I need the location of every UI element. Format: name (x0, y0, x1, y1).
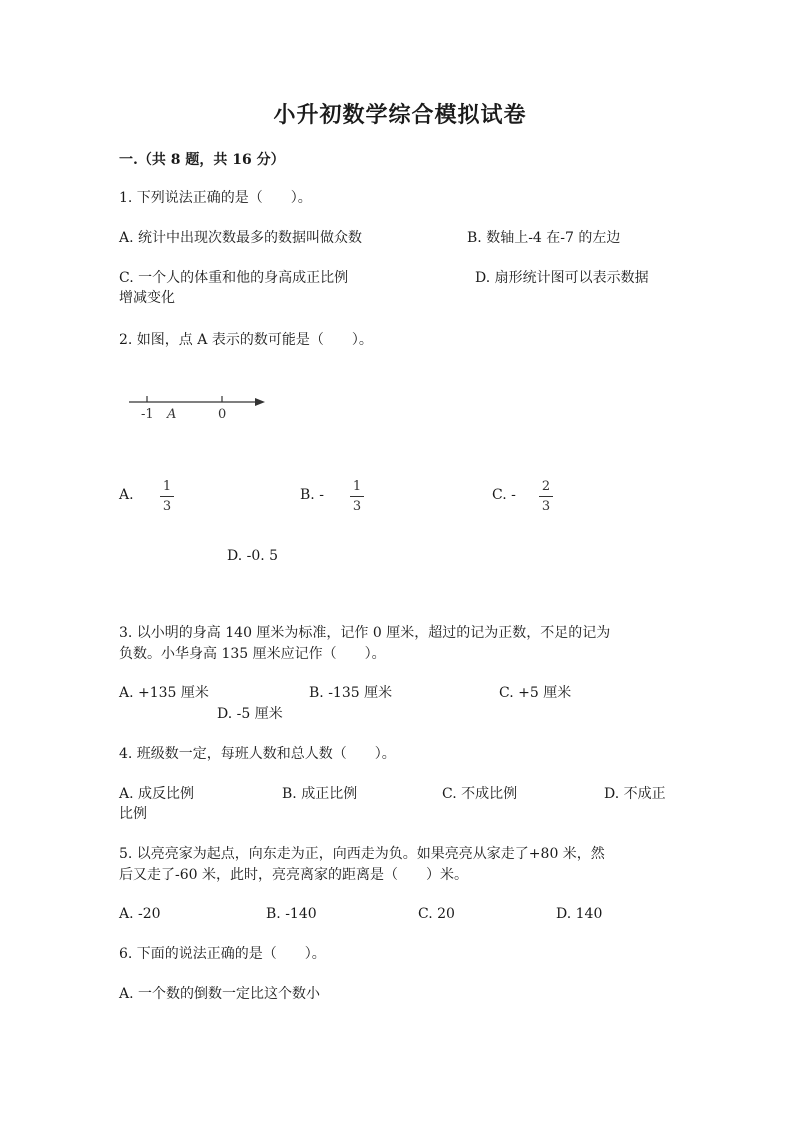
fraction-numerator: 1 (162, 479, 172, 494)
fraction-bar (539, 496, 553, 497)
arrow-head-icon (255, 398, 265, 406)
fraction-denominator: 3 (541, 499, 551, 514)
fraction-denominator: 3 (352, 499, 362, 514)
option-c: C. 一个人的体重和他的身高成正比例 (119, 270, 349, 286)
option-b: B. 数轴上-4 在-7 的左边 (467, 230, 621, 246)
option-d: D. 扇形统计图可以表示数据 (475, 270, 649, 286)
question-stem: 6. 下面的说法正确的是（ ）。 (119, 946, 326, 962)
label-point-a: A (167, 407, 177, 422)
question-stem: 2. 如图，点 A 表示的数可能是（ ）。 (119, 332, 373, 348)
option-c-prefix: C. - (492, 487, 516, 503)
fraction-bar (160, 496, 174, 497)
option-c: C. 20 (418, 906, 455, 922)
option-a-fraction (160, 478, 174, 515)
option-d: D. -5 厘米 (217, 706, 283, 722)
option-a: A. -20 (119, 906, 161, 922)
page-title: 小升初数学综合模拟试卷 (273, 102, 527, 128)
option-b: B. 成正比例 (282, 786, 358, 802)
option-a-prefix: A. (119, 487, 134, 503)
question-stem-continued: 后又走了-60 米，此时，亮亮离家的距离是（ ）米。 (119, 867, 468, 883)
fraction-bar (350, 496, 364, 497)
question-stem: 5. 以亮亮家为起点，向东走为正，向西走为负。如果亮亮从家走了+80 米，然 (119, 846, 605, 862)
question-stem-continued: 负数。小华身高 135 厘米应记作（ ）。 (119, 646, 386, 662)
option-b: B. -140 (266, 906, 317, 922)
section-header: 一.（共 8 题，共 16 分） (119, 152, 285, 168)
option-d: D. 140 (556, 906, 603, 922)
option-d-continued: 增减变化 (119, 290, 175, 306)
option-a: A. +135 厘米 (119, 685, 209, 701)
question-stem: 4. 班级数一定，每班人数和总人数（ ）。 (119, 746, 396, 762)
option-c: C. +5 厘米 (499, 685, 572, 701)
fraction-denominator: 3 (162, 499, 172, 514)
label-minus-one: -1 (141, 407, 154, 422)
fraction-numerator: 1 (352, 479, 362, 494)
option-a: A. 统计中出现次数最多的数据叫做众数 (119, 230, 363, 246)
label-zero: 0 (218, 407, 227, 422)
option-c: C. 不成比例 (442, 786, 518, 802)
option-c-fraction (539, 478, 553, 515)
option-b-fraction (350, 478, 364, 515)
fraction-numerator: 2 (541, 479, 551, 494)
option-b: B. -135 厘米 (309, 685, 393, 701)
option-d: D. -0. 5 (227, 548, 279, 564)
option-a: A. 一个数的倒数一定比这个数小 (119, 986, 321, 1002)
question-stem: 1. 下列说法正确的是（ ）。 (119, 190, 312, 206)
option-a: A. 成反比例 (119, 786, 195, 802)
option-d-continued: 比例 (119, 806, 147, 822)
question-stem: 3. 以小明的身高 140 厘米为标准，记作 0 厘米，超过的记为正数，不足的记为 (119, 625, 611, 641)
option-d: D. 不成正 (604, 786, 666, 802)
number-line-figure (125, 388, 285, 428)
option-b-prefix: B. - (300, 487, 324, 503)
